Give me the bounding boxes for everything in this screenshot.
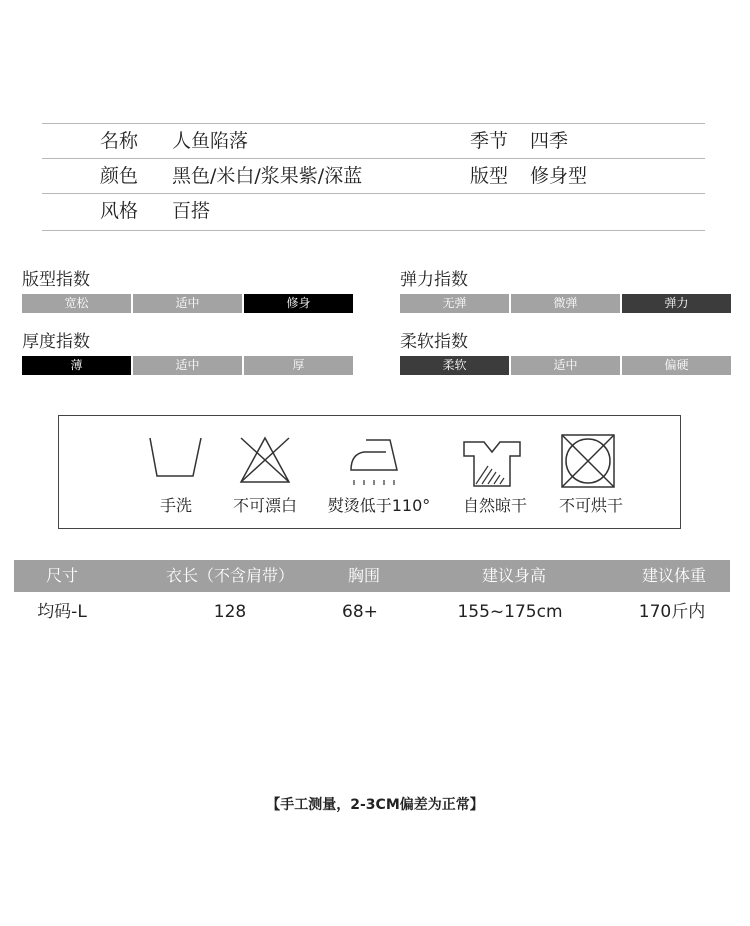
table-divider (42, 230, 705, 231)
no-bleach-icon (237, 434, 293, 486)
index-option: 柔软 (400, 356, 509, 375)
care-label: 熨烫低于110° (327, 496, 431, 515)
index-option: 修身 (244, 294, 353, 313)
table-divider (42, 193, 705, 194)
table-divider (42, 123, 705, 124)
info-value: 黑色/米白/浆果紫/深蓝 (172, 165, 363, 187)
care-label: 不可漂白 (232, 496, 297, 515)
size-table-header (14, 560, 730, 592)
index-title: 弹力指数 (400, 270, 468, 290)
care-label: 自然晾干 (462, 496, 527, 515)
index-option: 薄 (22, 356, 131, 375)
size-header-cell: 衣长（不含肩带） (165, 566, 294, 585)
no-tumble-dry-icon (559, 432, 617, 490)
dry-flat-shade-icon (462, 438, 522, 488)
index-option: 厚 (244, 356, 353, 375)
index-scale (400, 294, 731, 313)
index-scale (22, 356, 353, 375)
index-title: 柔软指数 (400, 332, 468, 352)
index-scale (400, 356, 731, 375)
size-cell: 155~175cm (457, 602, 563, 622)
care-label: 不可烘干 (558, 496, 623, 515)
size-header-cell: 尺寸 (45, 566, 78, 585)
info-value: 修身型 (530, 165, 588, 187)
size-header-cell: 建议身高 (481, 566, 546, 585)
size-cell: 128 (213, 602, 247, 622)
info-value: 四季 (530, 130, 569, 152)
index-title: 版型指数 (22, 270, 90, 290)
size-cell: 均码-L (37, 602, 87, 622)
index-option: 适中 (133, 294, 242, 313)
index-title: 厚度指数 (22, 332, 90, 352)
measurement-note: 【手工测量，2-3CM偏差为正常】 (266, 797, 484, 813)
size-cell: 170斤内 (638, 602, 706, 622)
table-divider (42, 158, 705, 159)
info-label: 风格 (100, 200, 139, 222)
index-option: 适中 (133, 356, 242, 375)
info-label: 名称 (100, 130, 139, 152)
size-header-cell: 建议体重 (641, 566, 706, 585)
index-option: 宽松 (22, 294, 131, 313)
info-value: 百搭 (172, 200, 211, 222)
size-cell: 68+ (342, 602, 378, 622)
info-label: 颜色 (100, 165, 139, 187)
info-label: 季节 (470, 130, 509, 152)
index-option: 微弹 (511, 294, 620, 313)
size-header-cell: 胸围 (347, 566, 380, 585)
care-label: 手洗 (159, 496, 192, 515)
index-option: 适中 (511, 356, 620, 375)
hand-wash-icon (148, 436, 204, 482)
iron-low-icon (346, 436, 404, 486)
index-option: 弹力 (622, 294, 731, 313)
index-option: 偏硬 (622, 356, 731, 375)
index-option: 无弹 (400, 294, 509, 313)
info-label: 版型 (470, 165, 509, 187)
info-value: 人鱼陷落 (172, 130, 249, 152)
index-scale (22, 294, 353, 313)
